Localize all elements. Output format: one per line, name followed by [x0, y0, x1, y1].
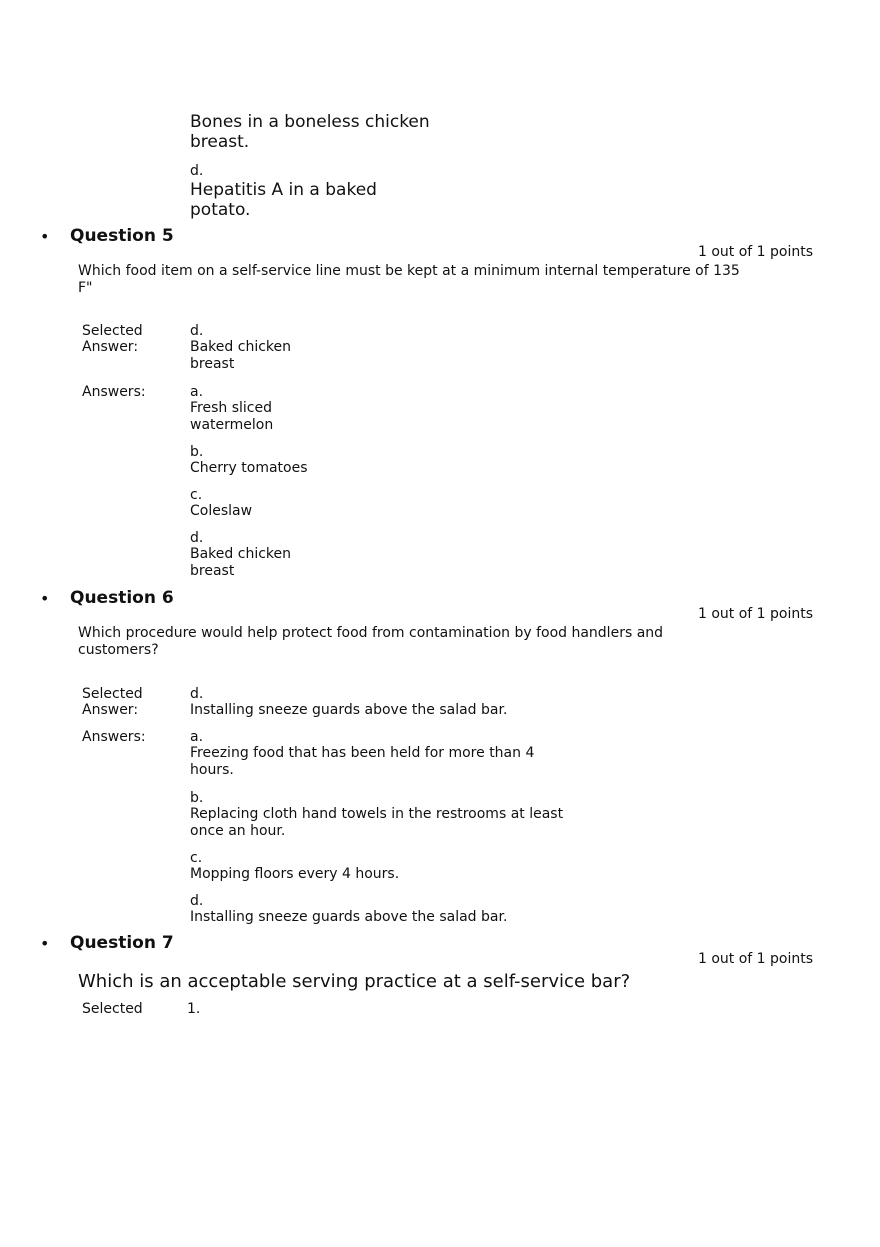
bullet-icon: •: [40, 934, 50, 953]
selected-answer-label: Selected Answer:: [82, 323, 143, 355]
question-text: Which is an acceptable serving practice at a self-service bar?: [78, 971, 631, 992]
question-title: Question 6: [70, 588, 174, 608]
answer-letter: c.: [190, 487, 203, 503]
answer-letter: d.: [190, 893, 204, 909]
selected-text: Baked chicken breast: [190, 339, 291, 372]
question-title: Question 7: [70, 933, 174, 953]
selected-text: Installing sneeze guards above the salad bar.: [190, 702, 508, 718]
option-letter: d.: [190, 163, 204, 179]
option-text: Hepatitis A in a baked potato.: [190, 180, 377, 220]
answer-letter: c.: [190, 850, 203, 866]
answer-letter: b.: [190, 790, 204, 806]
answer-letter: a.: [190, 384, 204, 400]
points-label: 1 out of 1 points: [698, 951, 814, 967]
answer-text: Installing sneeze guards above the salad bar.: [190, 909, 508, 925]
points-label: 1 out of 1 points: [698, 244, 814, 260]
answer-text: Fresh sliced watermelon: [190, 400, 274, 433]
answer-text: Freezing food that has been held for more than 4 hours.: [190, 745, 535, 778]
option-text: Bones in a boneless chicken breast.: [190, 112, 430, 152]
question-text: Which procedure would help protect food from contamination by food handlers and customers?: [78, 625, 664, 658]
answer-text: Baked chicken breast: [190, 546, 291, 579]
answer-text: Replacing cloth hand towels in the restrooms at least once an hour.: [190, 806, 564, 839]
bullet-icon: •: [40, 589, 50, 608]
bullet-icon: •: [40, 227, 50, 246]
selected-letter: d.: [190, 323, 204, 339]
answer-text: Mopping floors every 4 hours.: [190, 866, 400, 882]
answer-letter: d.: [190, 530, 204, 546]
selected-answer-label: Selected Answer:: [82, 686, 143, 718]
answers-label: Answers:: [82, 729, 146, 745]
answer-text: Cherry tomatoes: [190, 460, 308, 476]
points-label: 1 out of 1 points: [698, 606, 814, 622]
selected-letter: d.: [190, 686, 204, 702]
answer-letter: b.: [190, 444, 204, 460]
question-title: Question 5: [70, 226, 174, 246]
answers-label: Answers:: [82, 384, 146, 400]
question-text: Which food item on a self-service line must be kept at a minimum internal temperature of 135 F": [78, 263, 740, 296]
selected-answer-label: Selected: [82, 1001, 143, 1017]
selected-letter: 1.: [187, 1001, 201, 1017]
answer-letter: a.: [190, 729, 204, 745]
answer-text: Coleslaw: [190, 503, 253, 519]
